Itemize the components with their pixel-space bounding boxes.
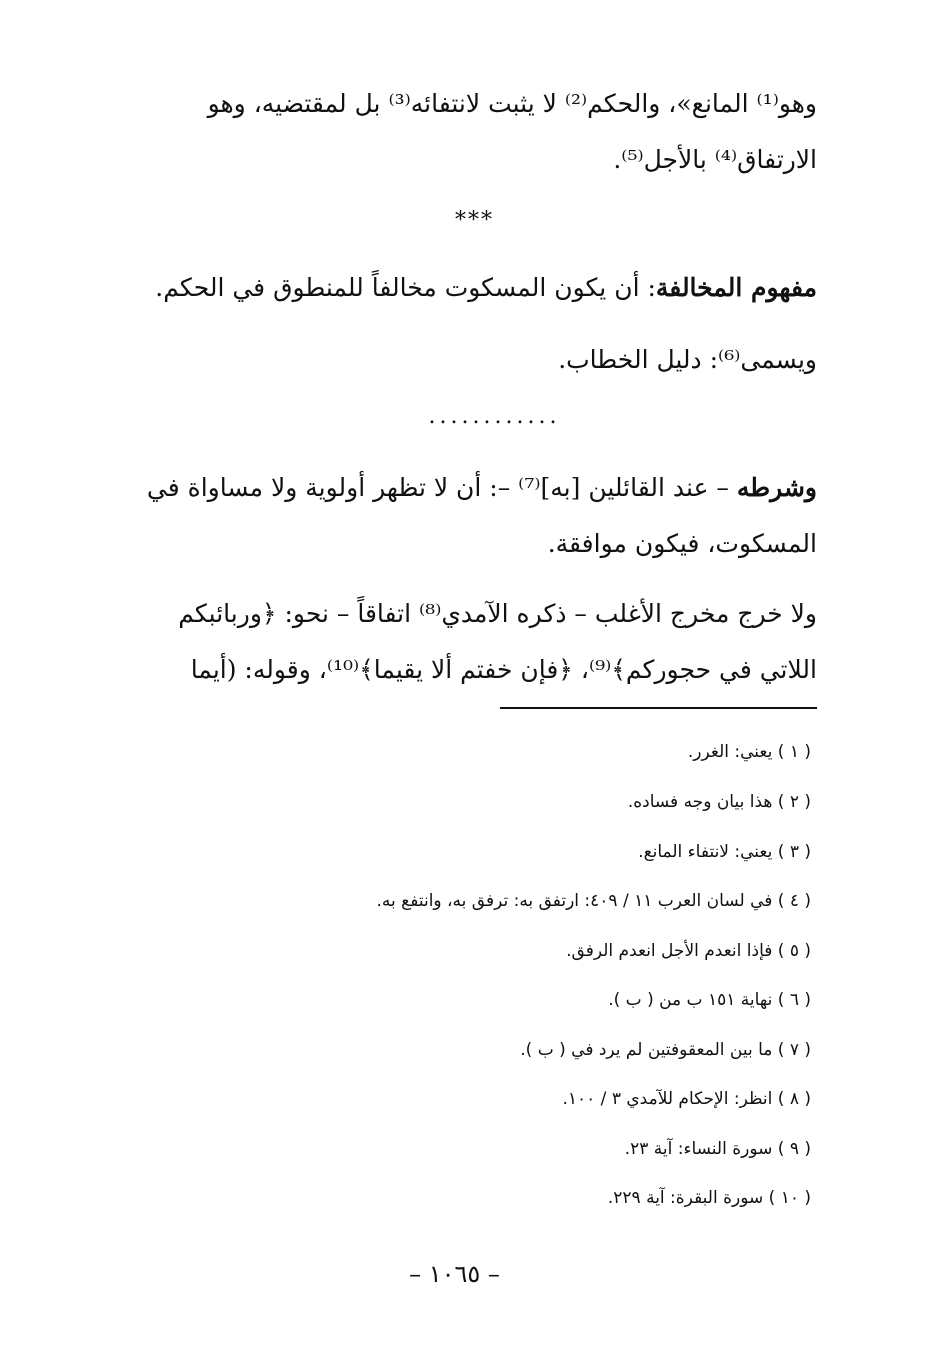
definition-text: : أن يكون المسكوت مخالفاً للمنطوق في الحكم. [155,273,656,302]
section-separator-dots: ............ [428,404,561,429]
body-line [548,524,817,564]
footnote-item: ( ٤ ) في لسان العرب ١١ / ٤٠٩: ارتفق به: ترفق به، وانتفع به. [376,891,811,911]
condition-term: وشرطه [736,473,817,502]
condition-line [147,468,817,508]
body-text: ولا خرج مخرج الأغلب – ذكره الآمدي⁽⁸⁾ اتفاقاً – نحو: ﴿وربائبكم [178,599,817,628]
condition-text: – عند القائلين [به]⁽⁷⁾ –: أن لا تظهر أولوية ولا مساواة في [146,473,737,502]
page-number: – ١٠٦٥ – [409,1260,500,1288]
body-text: الارتفاق⁽⁴⁾ بالأجل⁽⁵⁾. [613,145,817,174]
footnote-item: ( ٦ ) نهاية ١٥١ ب من ( ب ). [608,990,811,1010]
body-text: وهو⁽¹⁾ المانع»، والحكم⁽²⁾ لا يثبت لانتفائه⁽³⁾ بل لمقتضيه، وهو [207,89,817,118]
footnote-item: ( ١٠ ) سورة البقرة: آية ٢٢٩. [607,1188,811,1208]
body-text: المسكوت، فيكون موافقة. [547,529,817,558]
footnote-divider [500,707,817,709]
body-line [208,84,817,124]
body-line [613,140,817,180]
body-line [558,340,817,380]
definition-line [155,268,817,308]
footnote-item: ( ٢ ) هذا بيان وجه فساده. [627,792,811,812]
body-text: اللاتي في حجوركم﴾⁽⁹⁾، ﴿فإن خفتم ألا يقيما﴾⁽¹⁰⁾، وقوله: (أيما [190,655,817,684]
body-line [191,650,817,690]
footnote-item: ( ٧ ) ما بين المعقوفتين لم يرد في ( ب ). [520,1040,811,1060]
body-line [178,594,817,634]
definition-term: مفهوم المخالفة [655,273,817,302]
footnote-item: ( ٥ ) فإذا انعدم الأجل انعدم الرفق. [566,941,811,961]
footnote-item: ( ٩ ) سورة النساء: آية ٢٣. [624,1139,811,1159]
footnote-item: ( ٨ ) انظر: الإحكام للآمدي ٣ / ١٠٠. [562,1089,811,1109]
footnote-item: ( ١ ) يعني: الغرر. [687,742,811,762]
section-separator-stars: *** [455,208,494,233]
body-text: ويسمى⁽⁶⁾: دليل الخطاب. [558,345,817,374]
footnote-item: ( ٣ ) يعني: لانتفاء المانع. [638,842,811,862]
